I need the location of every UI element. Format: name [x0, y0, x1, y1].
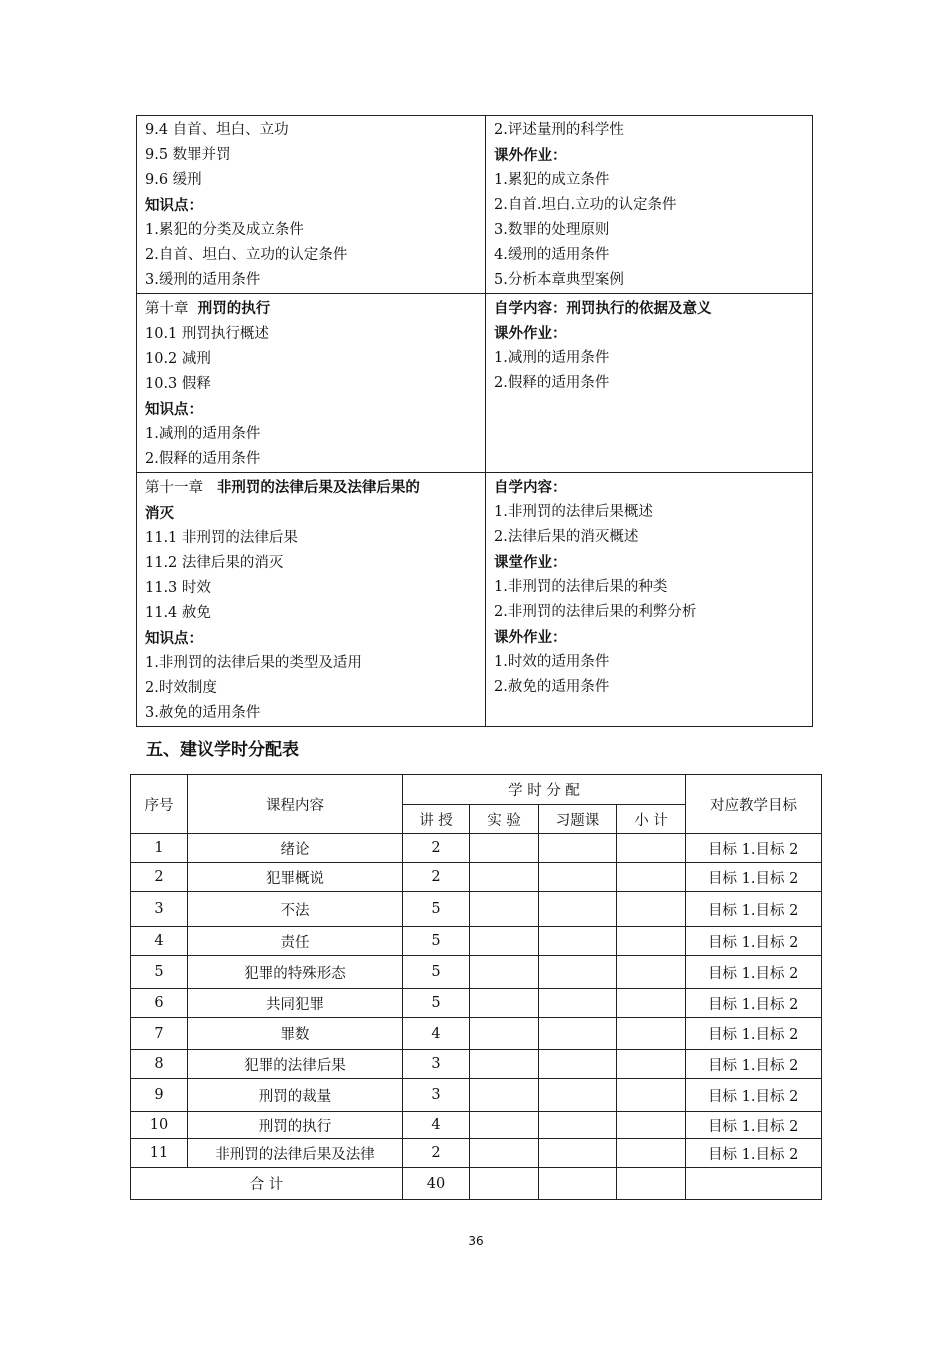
row-content: 责任 [188, 927, 403, 956]
row-experiment [470, 1139, 539, 1168]
col-header-content: 课程内容 [188, 775, 403, 834]
row-exercise [539, 1018, 617, 1050]
row-goal: 目标 1.目标 2 [686, 956, 822, 989]
row-goal: 目标 1.目标 2 [686, 863, 822, 892]
row-subtotal [617, 892, 686, 927]
row-goal: 目标 1.目标 2 [686, 1139, 822, 1168]
row-content: 刑罚的执行 [188, 1112, 403, 1139]
row-lecture: 5 [403, 956, 470, 989]
row-subtotal [617, 1050, 686, 1079]
outline-line: 1.时效的适用条件 [494, 654, 610, 670]
col-header-no: 序号 [131, 775, 188, 834]
row-no: 9 [131, 1079, 188, 1112]
row-lecture: 5 [403, 892, 470, 927]
row-lecture: 2 [403, 1139, 470, 1168]
header-row [131, 775, 822, 805]
outline-cell-right [486, 116, 813, 294]
row-subtotal [617, 989, 686, 1018]
table-row [131, 1139, 822, 1168]
col-header-experiment: 实 验 [470, 805, 539, 834]
row-goal: 目标 1.目标 2 [686, 1079, 822, 1112]
chapter-title: 非刑罚的法律后果及法律后果的 [216, 479, 420, 496]
outline-line: 2.假释的适用条件 [145, 451, 261, 467]
row-experiment [470, 1018, 539, 1050]
col-header-goal: 对应教学目标 [686, 775, 822, 834]
outline-line: 3.数罪的处理原则 [494, 222, 610, 238]
row-lecture: 5 [403, 989, 470, 1018]
outline-line: 10.2 减刑 [145, 351, 211, 367]
outline-row-chapter10 [137, 294, 813, 473]
table-row [131, 892, 822, 927]
row-experiment [470, 1050, 539, 1079]
table-row [131, 927, 822, 956]
row-exercise [539, 1139, 617, 1168]
row-subtotal [617, 863, 686, 892]
outline-line: 2.假释的适用条件 [494, 375, 610, 391]
outline-line: 5.分析本章典型案例 [494, 272, 624, 288]
row-no: 7 [131, 1018, 188, 1050]
row-experiment [470, 863, 539, 892]
chapter-heading: 第十一章 非刑罚的法律后果及法律后果的 [145, 479, 420, 496]
row-experiment [470, 892, 539, 927]
row-goal: 目标 1.目标 2 [686, 1050, 822, 1079]
table-row [131, 1079, 822, 1112]
outline-line: 1.减刑的适用条件 [494, 350, 610, 366]
chapter-title-continued: 消灭 [145, 505, 174, 522]
section-title: 五、建议学时分配表 [146, 740, 299, 760]
col-header-exercise: 习题课 [539, 805, 617, 834]
col-header-subtotal: 小 计 [617, 805, 686, 834]
row-content: 犯罪的特殊形态 [188, 956, 403, 989]
row-lecture: 4 [403, 1018, 470, 1050]
outline-line: 4.缓刑的适用条件 [494, 247, 610, 263]
row-no: 1 [131, 834, 188, 863]
outline-line: 9.6 缓刑 [145, 172, 202, 188]
row-content: 犯罪的法律后果 [188, 1050, 403, 1079]
outline-row-chapter11 [137, 473, 813, 727]
outline-line: 2.自首.坦白.立功的认定条件 [494, 197, 677, 213]
row-experiment [470, 1112, 539, 1139]
outline-line: 3.赦免的适用条件 [145, 705, 261, 721]
row-exercise [539, 863, 617, 892]
table-row [131, 863, 822, 892]
row-exercise [539, 1112, 617, 1139]
outline-line: 3.缓刑的适用条件 [145, 272, 261, 288]
outline-line: 2.法律后果的消灭概述 [494, 529, 639, 545]
row-exercise [539, 892, 617, 927]
outline-line: 1.非刑罚的法律后果概述 [494, 504, 653, 520]
col-header-lecture: 讲 授 [403, 805, 470, 834]
row-subtotal [617, 1139, 686, 1168]
outline-line: 2.时效制度 [145, 680, 217, 696]
row-no: 2 [131, 863, 188, 892]
row-goal: 目标 1.目标 2 [686, 892, 822, 927]
row-subtotal [617, 1079, 686, 1112]
outline-cell-right [486, 473, 813, 727]
row-content: 不法 [188, 892, 403, 927]
row-lecture: 2 [403, 834, 470, 863]
total-goal [686, 1168, 822, 1200]
classwork-heading: 课堂作业： [494, 554, 567, 571]
total-lecture: 40 [403, 1168, 470, 1200]
outline-line: 9.4 自首、坦白、立功 [145, 122, 289, 138]
self-study-heading: 自学内容：刑罚执行的依据及意义 [494, 300, 712, 317]
homework-heading: 课外作业： [494, 147, 567, 164]
outline-line: 10.1 刑罚执行概述 [145, 326, 269, 342]
row-content: 绪论 [188, 834, 403, 863]
total-experiment [470, 1168, 539, 1200]
row-no: 10 [131, 1112, 188, 1139]
chapter-title: 刑罚的执行 [197, 300, 271, 317]
row-no: 5 [131, 956, 188, 989]
col-header-allocation: 学 时 分 配 [403, 775, 686, 805]
row-subtotal [617, 834, 686, 863]
outline-line: 11.1 非刑罚的法律后果 [145, 530, 298, 546]
self-study-heading: 自学内容： [494, 479, 567, 496]
total-row [131, 1168, 822, 1200]
outline-cell-left [137, 116, 486, 294]
outline-cell-left [137, 294, 486, 473]
row-content: 刑罚的裁量 [188, 1079, 403, 1112]
row-content: 犯罪概说 [188, 863, 403, 892]
chapter-outline-table [136, 115, 813, 727]
row-content: 非刑罚的法律后果及法律 [188, 1139, 403, 1168]
row-subtotal [617, 956, 686, 989]
outline-row-chapter9 [137, 116, 813, 294]
row-experiment [470, 1079, 539, 1112]
total-label: 合 计 [131, 1168, 403, 1200]
outline-line: 1.累犯的成立条件 [494, 172, 610, 188]
row-experiment [470, 927, 539, 956]
row-goal: 目标 1.目标 2 [686, 1018, 822, 1050]
table-row [131, 989, 822, 1018]
row-exercise [539, 834, 617, 863]
knowledge-points-heading: 知识点： [145, 630, 203, 647]
outline-line: 9.5 数罪并罚 [145, 147, 231, 163]
row-lecture: 2 [403, 863, 470, 892]
row-experiment [470, 989, 539, 1018]
outline-line: 2.自首、坦白、立功的认定条件 [145, 247, 348, 263]
row-exercise [539, 927, 617, 956]
row-goal: 目标 1.目标 2 [686, 989, 822, 1018]
table-row [131, 956, 822, 989]
outline-line: 2.评述量刑的科学性 [494, 122, 624, 138]
outline-line: 10.3 假释 [145, 376, 211, 392]
outline-line: 1.非刑罚的法律后果的类型及适用 [145, 655, 362, 671]
row-no: 11 [131, 1139, 188, 1168]
outline-line: 1.非刑罚的法律后果的种类 [494, 579, 668, 595]
row-goal: 目标 1.目标 2 [686, 927, 822, 956]
row-lecture: 3 [403, 1050, 470, 1079]
table-row [131, 834, 822, 863]
row-subtotal [617, 1018, 686, 1050]
chapter-heading: 第十章 刑罚的执行 [145, 300, 271, 317]
page-number: 36 [468, 1234, 484, 1248]
hours-allocation-table [130, 774, 822, 1200]
outline-line: 1.累犯的分类及成立条件 [145, 222, 304, 238]
outline-cell-right [486, 294, 813, 473]
row-content: 共同犯罪 [188, 989, 403, 1018]
row-subtotal [617, 927, 686, 956]
outline-line: 11.3 时效 [145, 580, 211, 596]
outline-line: 11.2 法律后果的消灭 [145, 555, 284, 571]
row-lecture: 3 [403, 1079, 470, 1112]
homework-heading: 课外作业： [494, 325, 567, 342]
table-row [131, 1050, 822, 1079]
row-no: 8 [131, 1050, 188, 1079]
total-subtotal [617, 1168, 686, 1200]
knowledge-points-heading: 知识点： [145, 197, 203, 214]
table-row [131, 1112, 822, 1139]
row-lecture: 5 [403, 927, 470, 956]
row-goal: 目标 1.目标 2 [686, 834, 822, 863]
row-experiment [470, 956, 539, 989]
outline-line: 2.赦免的适用条件 [494, 679, 610, 695]
outline-line: 1.减刑的适用条件 [145, 426, 261, 442]
row-no: 3 [131, 892, 188, 927]
total-exercise [539, 1168, 617, 1200]
row-exercise [539, 1079, 617, 1112]
row-lecture: 4 [403, 1112, 470, 1139]
outline-line: 2.非刑罚的法律后果的利弊分析 [494, 604, 697, 620]
homework-heading: 课外作业： [494, 629, 567, 646]
outline-cell-left [137, 473, 486, 727]
knowledge-points-heading: 知识点： [145, 401, 203, 418]
row-no: 6 [131, 989, 188, 1018]
row-content: 罪数 [188, 1018, 403, 1050]
row-exercise [539, 1050, 617, 1079]
row-exercise [539, 989, 617, 1018]
table-row [131, 1018, 822, 1050]
row-goal: 目标 1.目标 2 [686, 1112, 822, 1139]
row-exercise [539, 956, 617, 989]
outline-line: 11.4 赦免 [145, 605, 211, 621]
row-experiment [470, 834, 539, 863]
row-subtotal [617, 1112, 686, 1139]
row-no: 4 [131, 927, 188, 956]
